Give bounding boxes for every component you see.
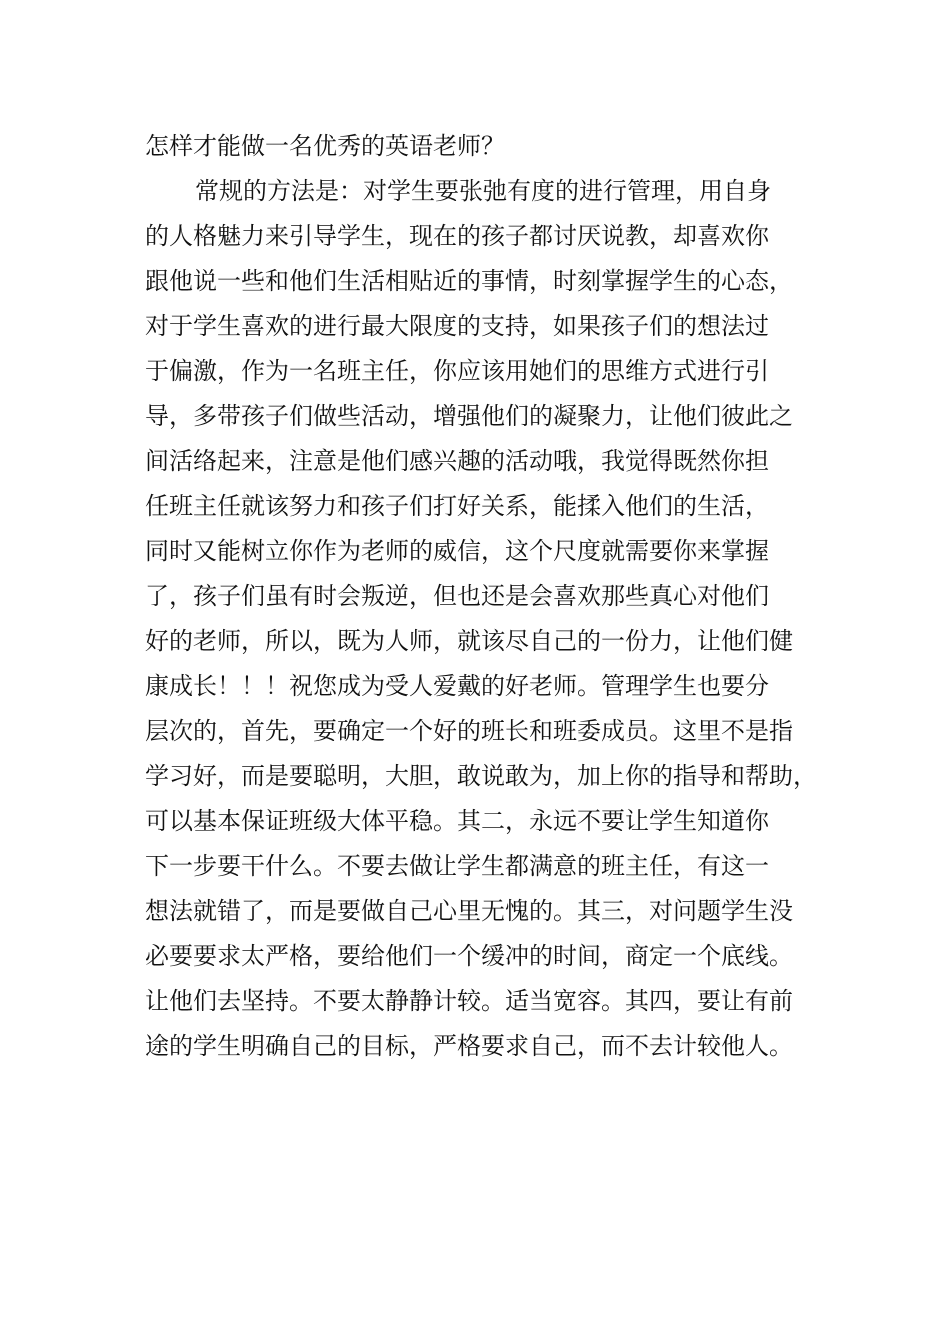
paragraph-line: 同时又能树立你作为老师的威信，这个尺度就需要你来掌握 xyxy=(145,537,769,565)
paragraph-line: 常规的方法是：对学生要张弛有度的进行管理，用自身 xyxy=(195,177,771,205)
paragraph-line: 层次的，首先，要确定一个好的班长和班委成员。这里不是指 xyxy=(145,717,793,745)
paragraph-line: 导，多带孩子们做些活动，增强他们的凝聚力，让他们彼此之 xyxy=(145,402,793,430)
paragraph-line: 途的学生明确自己的目标，严格要求自己，而不去计较他人。 xyxy=(145,1032,793,1060)
paragraph-line: 了，孩子们虽有时会叛逆，但也还是会喜欢那些真心对他们 xyxy=(145,582,769,610)
document-body xyxy=(145,124,845,1069)
paragraph-line: 下一步要干什么。不要去做让学生都满意的班主任，有这一 xyxy=(145,852,769,880)
paragraph-line: 的人格魅力来引导学生，现在的孩子都讨厌说教，却喜欢你 xyxy=(145,222,769,250)
paragraph-line: 必要要求太严格，要给他们一个缓冲的时间，商定一个底线。 xyxy=(145,942,793,970)
paragraph-line: 任班主任就该努力和孩子们打好关系，能揉入他们的生活， xyxy=(145,492,769,520)
paragraph-line: 想法就错了，而是要做自己心里无愧的。其三，对问题学生没 xyxy=(145,897,793,925)
paragraph-line: 让他们去坚持。不要太静静计较。适当宽容。其四，要让有前 xyxy=(145,987,793,1015)
paragraph-line: 于偏激，作为一名班主任，你应该用她们的思维方式进行引 xyxy=(145,357,769,385)
paragraph-line: 学习好，而是要聪明，大胆，敢说敢为，加上你的指导和帮助， xyxy=(145,762,817,790)
paragraph-line: 可以基本保证班级大体平稳。其二，永远不要让学生知道你 xyxy=(145,807,769,835)
paragraph-line: 好的老师，所以，既为人师，就该尽自己的一份力，让他们健 xyxy=(145,627,793,655)
paragraph-line: 跟他说一些和他们生活相贴近的事情，时刻掌握学生的心态， xyxy=(145,267,793,295)
paragraph-line: 间活络起来，注意是他们感兴趣的活动哦，我觉得既然你担 xyxy=(145,447,769,475)
paragraph-line: 康成长！！！祝您成为受人爱戴的好老师。管理学生也要分 xyxy=(145,672,769,700)
question-heading: 怎样才能做一名优秀的英语老师？ xyxy=(145,132,505,160)
paragraph-line: 对于学生喜欢的进行最大限度的支持，如果孩子们的想法过 xyxy=(145,312,769,340)
